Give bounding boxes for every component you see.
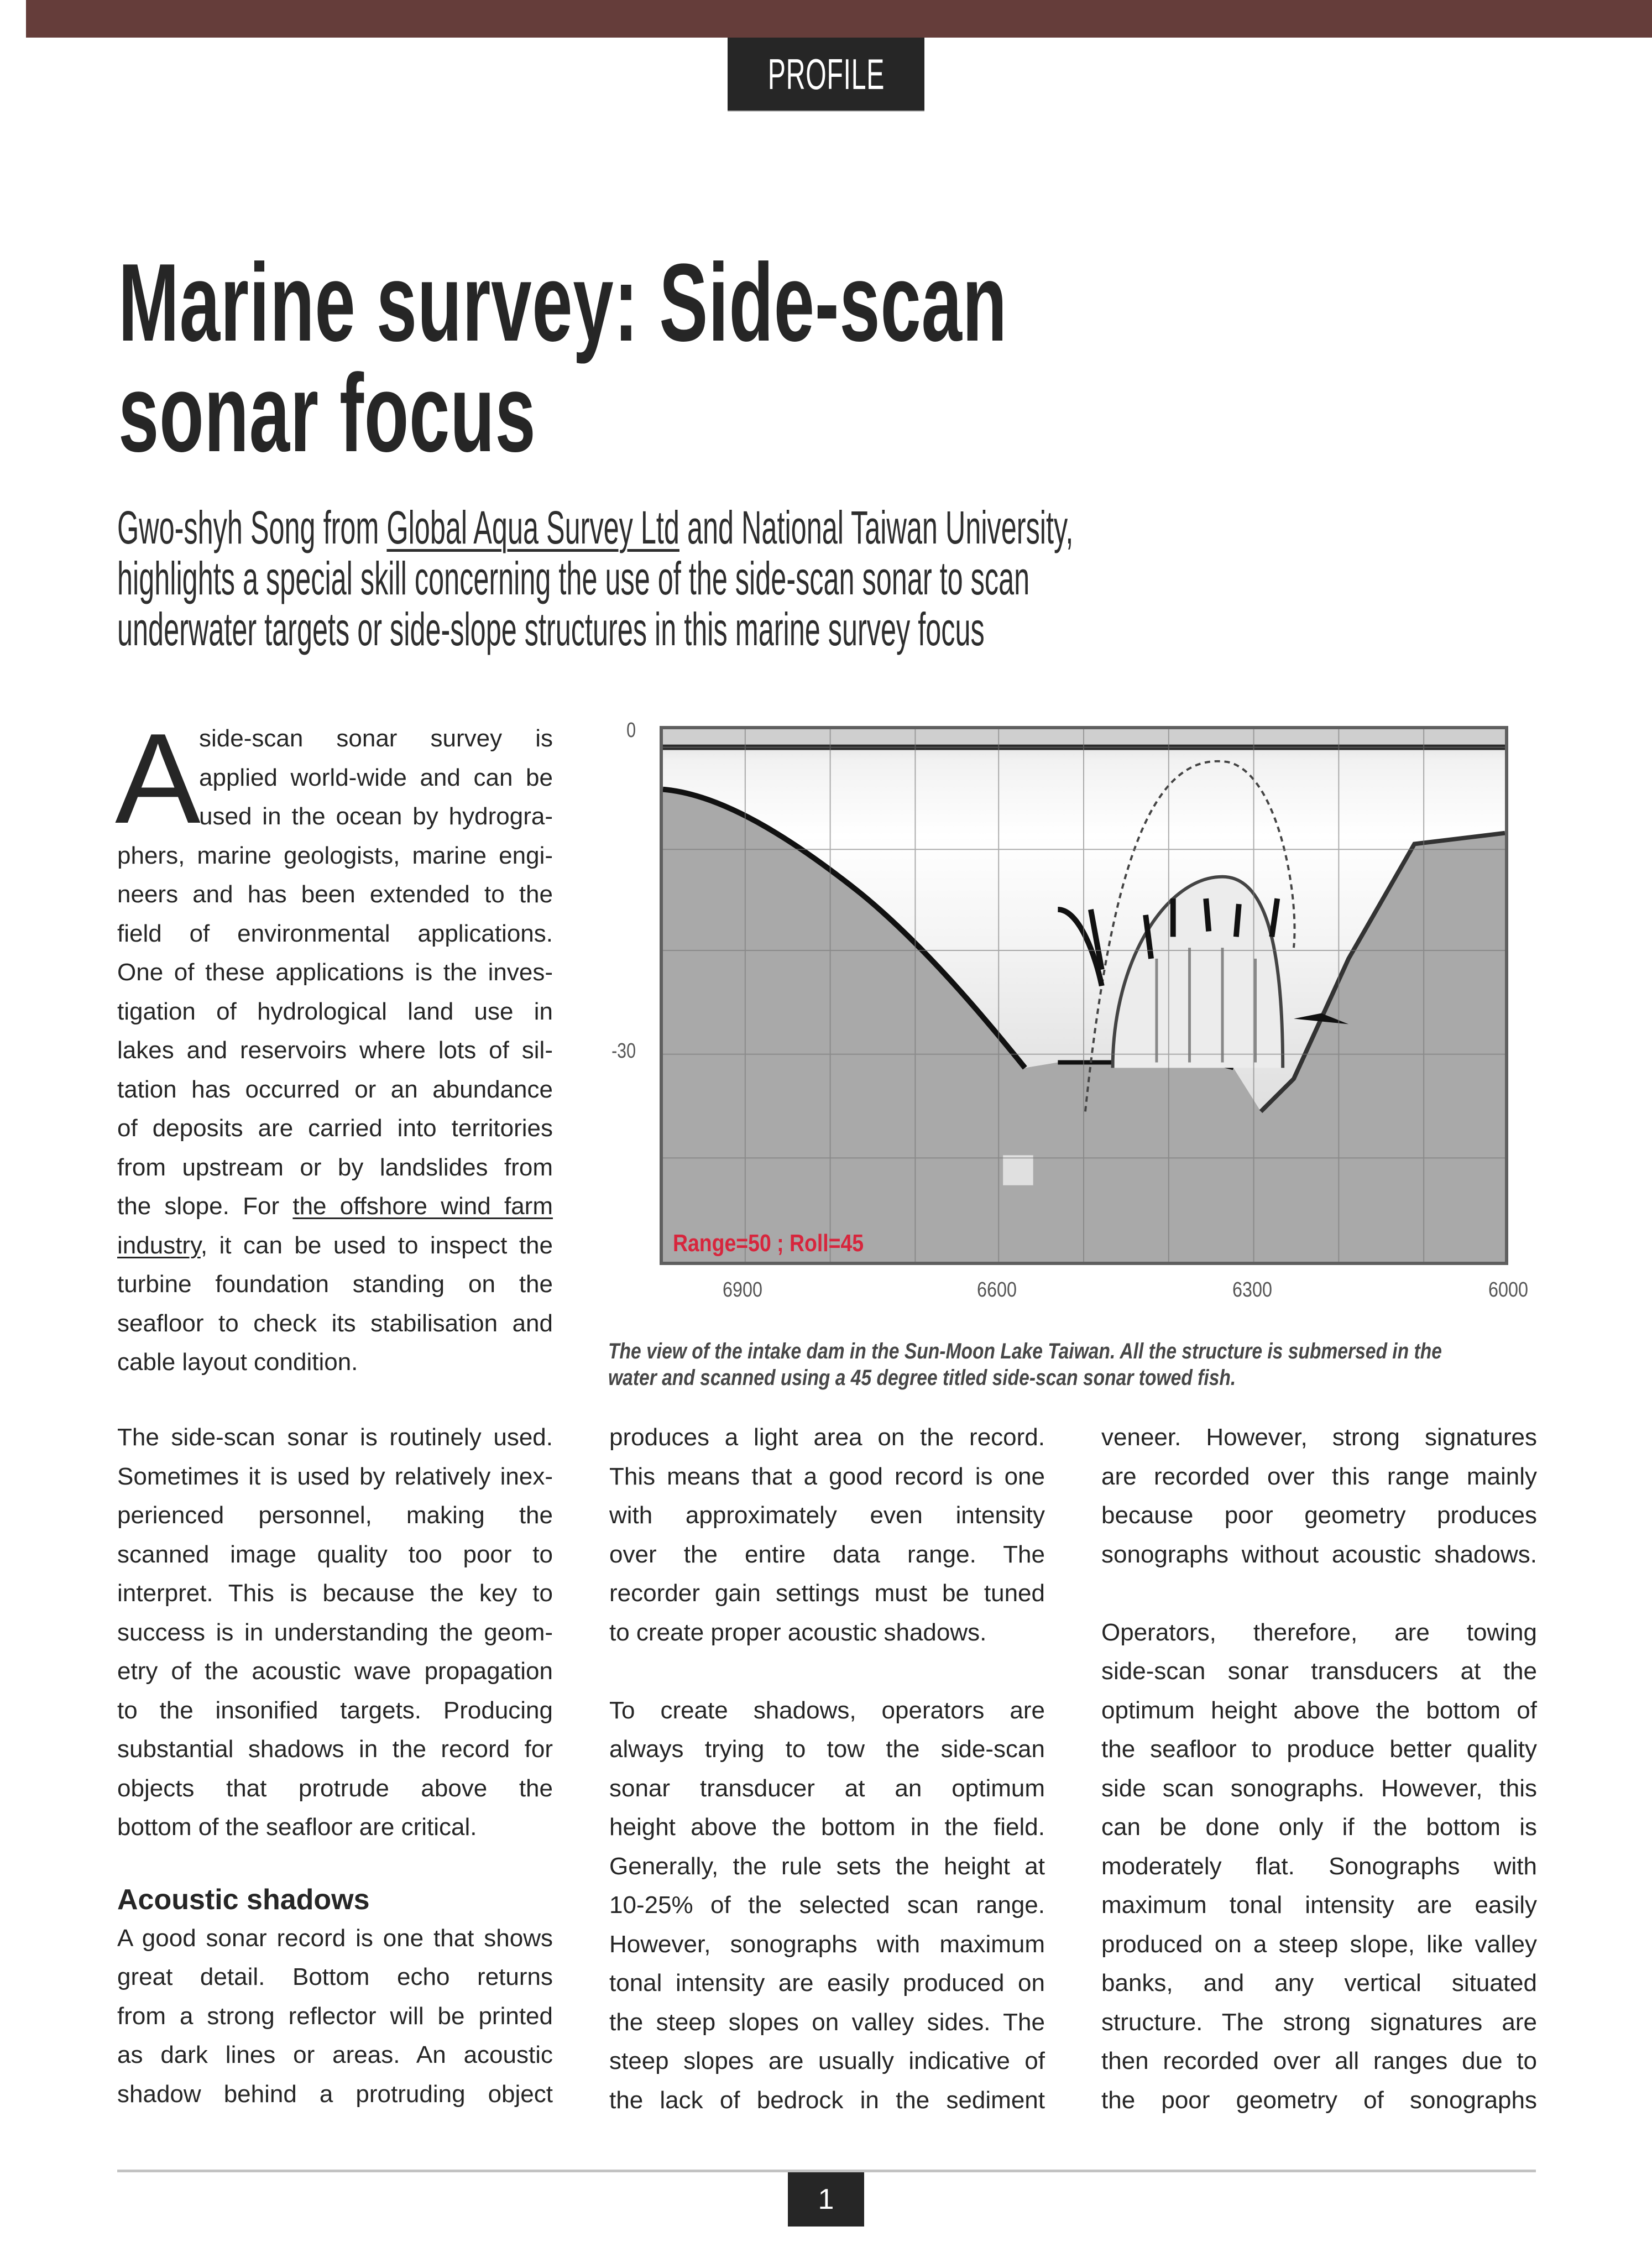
- title-line-2: sonar focus: [118, 352, 536, 475]
- body-line: with approximately even intensity: [609, 1502, 1045, 1529]
- page-number: 1: [818, 2183, 834, 2215]
- body-line: 10-25% of the selected scan range.: [609, 1891, 1045, 1919]
- body-line: maximum tonal intensity are easily: [1101, 1891, 1537, 1919]
- standfirst-line-3: underwater targets or side-slope structures in this marine survey focus: [117, 603, 985, 655]
- body-line: produced on a steep slope, like valley: [1101, 1930, 1537, 1958]
- body-line: Operators, therefore, are towing: [1101, 1618, 1537, 1646]
- body-line: banks, and any vertical situated: [1101, 1969, 1537, 1997]
- body-line: from upstream or by landslides from: [117, 1153, 553, 1181]
- global-aqua-survey-link[interactable]: Global Aqua Survey Ltd: [386, 501, 679, 553]
- body-line: perienced personnel, making the: [117, 1502, 553, 1529]
- body-line: height above the bottom in the field.: [609, 1813, 1045, 1841]
- body-line: are recorded over this range mainly: [1101, 1462, 1537, 1490]
- body-line: recorder gain settings must be tuned: [609, 1580, 1045, 1607]
- body-line: tonal intensity are easily produced on: [609, 1969, 1045, 1997]
- body-line: turbine foundation standing on the: [117, 1271, 553, 1298]
- body-line: side scan sonographs. However, this: [1101, 1774, 1537, 1802]
- body-line: then recorded over all ranges due to: [1101, 2047, 1537, 2074]
- offshore-wind-farm-link[interactable]: the offshore wind farm: [292, 1193, 553, 1220]
- body-line: One of these applications is the inves-: [117, 959, 553, 986]
- sonar-image-graphic: [663, 729, 1505, 1262]
- body-line: success is in understanding the geom-: [117, 1618, 553, 1646]
- body-line: the poor geometry of sonographs: [1101, 2086, 1537, 2114]
- body-line: to the insonified targets. Producing: [117, 1696, 553, 1724]
- body-text: , it can be used to inspect the: [200, 1231, 553, 1259]
- body-line: scanned image quality too poor to: [117, 1540, 553, 1568]
- section-heading: Acoustic shadows: [117, 1883, 370, 1916]
- body-line: sonographs without acoustic shadows.: [1101, 1540, 1537, 1568]
- body-line: shadow behind a protruding object: [117, 2080, 553, 2108]
- body-line: cable layout condition.: [117, 1349, 358, 1376]
- standfirst-line-2: highlights a special skill concerning the use of the side-scan sonar to scan: [117, 552, 1030, 604]
- body-line: phers, marine geologists, marine engi-: [117, 842, 553, 869]
- body-line: This means that a good record is one: [609, 1462, 1045, 1490]
- offshore-wind-farm-link-cont[interactable]: industry: [117, 1231, 201, 1259]
- range-roll-annotation: Range=50 ; Roll=45: [673, 1230, 864, 1257]
- body-line: steep slopes are usually indicative of: [609, 2047, 1045, 2074]
- body-line: lakes and reservoirs where lots of sil-: [117, 1037, 553, 1064]
- body-line: to create proper acoustic shadows.: [609, 1618, 987, 1646]
- body-line: great detail. Bottom echo returns: [117, 1963, 553, 1990]
- body-line: A good sonar record is one that shows: [117, 1924, 553, 1952]
- y-tick-label: -30: [611, 1039, 636, 1063]
- paragraph-gap: [609, 1652, 1045, 1691]
- standfirst-text: Gwo-shyh Song from: [117, 501, 387, 553]
- body-line: moderately flat. Sonographs with: [1101, 1852, 1537, 1880]
- section-tag: [728, 38, 924, 111]
- standfirst-text: and National Taiwan University,: [679, 501, 1074, 553]
- body-line: from a strong reflector will be printed: [117, 2002, 553, 2030]
- body-line: neers and has been extended to the: [117, 881, 553, 908]
- standfirst-line-1: [117, 501, 1074, 553]
- body-line: Generally, the rule sets the height at: [609, 1852, 1045, 1880]
- body-line: produces a light area on the record.: [609, 1424, 1045, 1451]
- body-line: To create shadows, operators are: [609, 1696, 1045, 1724]
- caption-line: water and scanned using a 45 degree titled side-scan sonar towed fish.: [608, 1366, 1236, 1390]
- body-line: the steep slopes on valley sides. The: [609, 2008, 1045, 2036]
- body-line: optimum height above the bottom of: [1101, 1696, 1537, 1724]
- column-2-body: [609, 1418, 1045, 2120]
- section-tag-label: PROFILE: [767, 49, 885, 98]
- body-line: side-scan sonar survey is: [199, 725, 553, 752]
- body-line: used in the ocean by hydrogra-: [199, 803, 553, 830]
- article-standfirst: [117, 502, 1444, 655]
- caption-line: The view of the intake dam in the Sun-Moon Lake Taiwan. All the structure is submersed in the: [608, 1339, 1442, 1363]
- article-title: [118, 241, 1556, 475]
- body-line: always trying to tow the side-scan: [609, 1736, 1045, 1763]
- body-line: seafloor to check its stabilisation and: [117, 1309, 553, 1337]
- top-color-bar: [26, 0, 1652, 38]
- sonar-figure: [603, 719, 1559, 1316]
- column-3-body: [1101, 1418, 1537, 2120]
- body-line: objects that protrude above the: [117, 1774, 553, 1802]
- x-tick-label: 6300: [1232, 1278, 1272, 1302]
- body-line: etry of the acoustic wave propagation: [117, 1658, 553, 1685]
- body-line: of deposits are carried into territories: [117, 1115, 553, 1142]
- drop-cap: A: [115, 707, 201, 850]
- body-line: [117, 1187, 553, 1226]
- sonar-image: [660, 726, 1508, 1265]
- body-line: [117, 1226, 553, 1266]
- body-line: structure. The strong signatures are: [1101, 2008, 1537, 2036]
- x-tick-label: 6600: [977, 1278, 1017, 1302]
- body-line: The side-scan sonar is routinely used.: [117, 1424, 553, 1451]
- body-line: can be done only if the bottom is: [1101, 1813, 1537, 1841]
- y-tick-label: 0: [626, 719, 636, 742]
- body-line: tation has occurred or an abundance: [117, 1075, 553, 1103]
- x-tick-label: 6900: [723, 1278, 762, 1302]
- body-line: the lack of bedrock in the sediment: [609, 2086, 1045, 2114]
- figure-caption: [608, 1338, 1543, 1391]
- body-line: sonar transducer at an optimum: [609, 1774, 1045, 1802]
- body-line: as dark lines or areas. An acoustic: [117, 2041, 553, 2068]
- body-line: veneer. However, strong signatures: [1101, 1424, 1537, 1451]
- body-line: because poor geometry produces: [1101, 1502, 1537, 1529]
- column-1-intro: [115, 707, 553, 1382]
- body-line: However, sonographs with maximum: [609, 1930, 1045, 1958]
- body-line: substantial shadows in the record for: [117, 1736, 553, 1763]
- body-line: interpret. This is because the key to: [117, 1580, 553, 1607]
- x-tick-label: 6000: [1488, 1278, 1528, 1302]
- body-line: side-scan sonar transducers at the: [1101, 1658, 1537, 1685]
- body-line: the seafloor to produce better quality: [1101, 1736, 1537, 1763]
- body-line: bottom of the seafloor are critical.: [117, 1813, 477, 1841]
- body-line: tigation of hydrological land use in: [117, 997, 553, 1025]
- body-line: over the entire data range. The: [609, 1540, 1045, 1568]
- paragraph-gap: [1101, 1574, 1537, 1613]
- body-text: the slope. For: [117, 1193, 293, 1220]
- column-1-body: [117, 1418, 553, 2114]
- body-line: applied world-wide and can be: [199, 764, 553, 791]
- body-line: Sometimes it is used by relatively inex-: [117, 1462, 553, 1490]
- title-line-1: Marine survey: Side-scan: [118, 241, 1007, 364]
- body-line: field of environmental applications.: [117, 919, 553, 947]
- page-number-badge: [788, 2172, 864, 2227]
